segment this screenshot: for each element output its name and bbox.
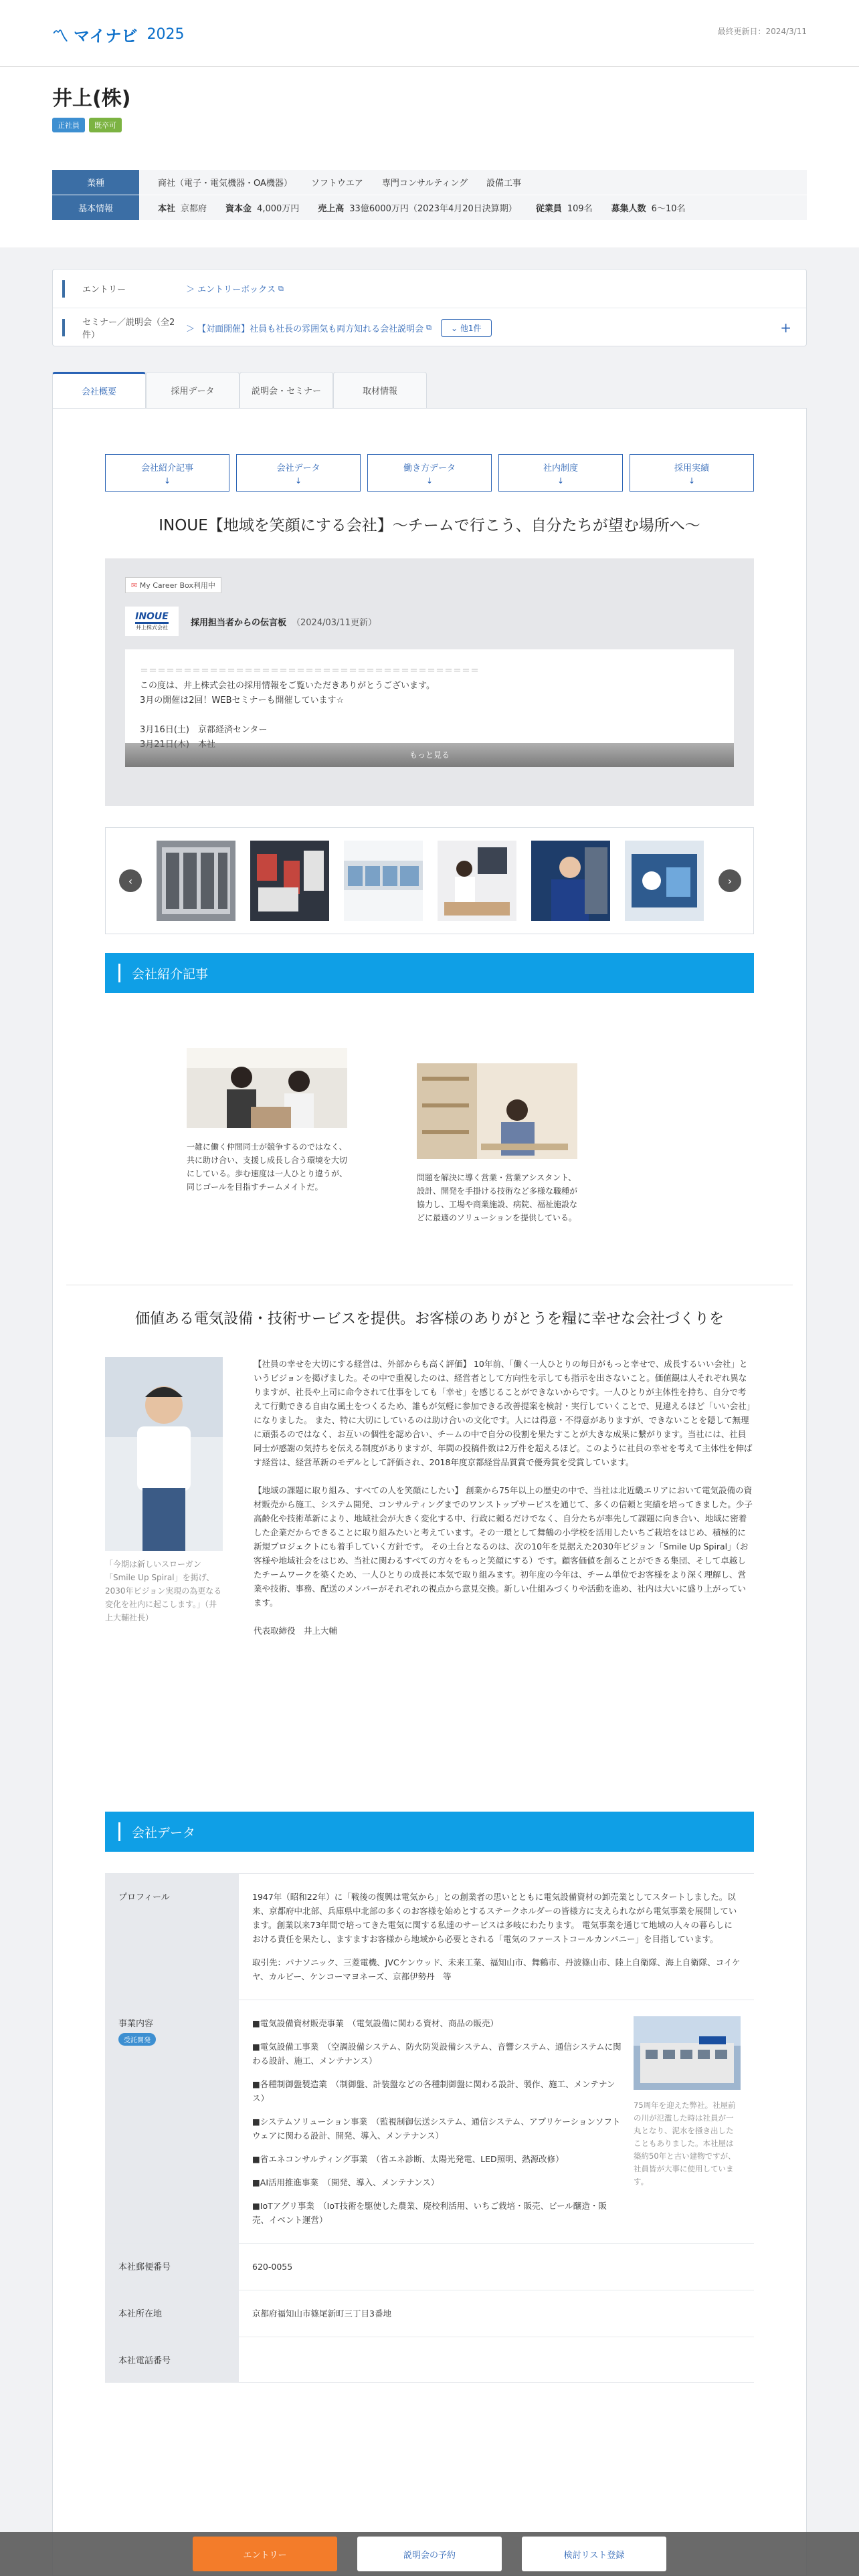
sticky-action-bar [0,2532,859,2576]
business-item: ■システムソリューション事業 （監視制御伝送システム、通信システム、アプリケーションソフトウェアに関わる設計、開発、導入、メンテナンス） [252,2117,621,2141]
article-text: 問題を解決に導く営業・営業アシスタント、設計、開発を手掛ける技術など多様な職種が協力し、工場や商業施設、病院、福祉施設などに最適のソリューションを提供している。 [417,1173,578,1222]
table-row [105,2244,754,2290]
message-board-title: 採用担当者からの伝言板 （2024/03/11更新） [191,617,377,628]
arrow-down-icon: ↓ [294,475,302,486]
basic-hq: 本社 京都府 [158,204,207,214]
site-header [0,0,859,67]
badge-fulltime: 正社員 [52,118,85,132]
company-name: 井上(株) [52,87,131,110]
business-item: ■AI活用推進事業 （開発、導入、メンテナンス） [252,2177,440,2187]
nav-company-data-button[interactable]: 会社データ ↓ [236,454,361,492]
postal-value: 620-0055 [252,2262,293,2272]
expand-plus-icon[interactable]: + [780,320,791,336]
external-link-icon: ⧉ [278,284,284,293]
profile-label: プロフィール [105,1874,239,2000]
mycareerbox-tag: ✉ My Career Box利用中 [125,577,221,593]
company-data-table [105,1873,754,2383]
industry-item: ソフトウエア [310,179,363,189]
message-paragraph: 【社員の幸せを大切にする経営は、外部からも高く評価】 10年前、「働く一人ひとりの毎日がもっと幸せで、成長するいい会社」というビジョンを掲げました。その中で重視したのは、経営者として方向性を示しても指示を出さないこと。価値観は人それぞれ異なりますが、社長や上司に命令されて仕事をしても「幸せ」を感じることができないからです。一人ひとりが主体性を持ち、自分で考えて行動できる自由な風土をつくるため、誰もが気軽に参加できる改善提案を検討・実行していくことで、見違えるほど「いい会社」になりました。 また、特に大切にしているのは助け合いの文化です。人には得意・不得意がありますが、できないことを隠して無理に頑張るのではなく、お互いの個性を認め合い、チームの中で自分の役割を果たすことが大きな成果に繋がります。当社には、社員同士が感謝の気持ちを伝える制度がありますが、年間の投稿件数は2万件を超えるほど。このように社員の幸せを考えて主体性を伸ばす経営は、経営革新のモデルとして評価され、2018年度京都経営品質賞で優秀賞を受賞しています。 [254,1359,753,1467]
recruiter-message-board [105,558,754,806]
gallery-photo[interactable] [157,841,235,921]
photo-gallery [105,827,754,934]
phone-value [239,2337,754,2382]
president-message-body [254,1357,754,1652]
industry-values [139,176,521,189]
entry-panel [52,269,807,346]
chevron-down-icon: ⌄ [451,323,460,333]
arrow-down-icon: ↓ [557,475,565,486]
last-updated: 最終更新日：2024/3/11 [717,27,807,36]
industry-item: 設備工事 [486,179,521,189]
president-photo [105,1357,223,1551]
business-item: ■各種制御盤製造業 （制御盤、計装盤などの各種制御盤に関わる設計、製作、施工、メンテナンス） [252,2079,615,2103]
president-message-heading: 価値ある電気設備・技術サービスを提供。お客様のありがとうを糧に幸せな会社づくりを [134,1311,724,1327]
tab-seminar[interactable]: 説明会・セミナー [240,372,333,408]
article-card[interactable] [417,1048,577,1224]
article-text: 一雑に働く仲間同士が競争するのではなく、共に助け合い、支援し成長し合う環境を大切にしている。歩む速度は一人ひとり違うが、同じゴールを目指すチームメイトだ。 [187,1142,348,1192]
company-tagline: INOUE【地域を笑顔にする会社】～チームで行こう、自分たちが望む場所へ～ [159,517,700,534]
table-row [105,2290,754,2337]
postal-label: 本社郵便番号 [105,2244,239,2290]
business-item: ■省エネコンサルティング事業 （省エネ診断、太陽光発電、LED照明、熱源改修） [252,2154,564,2164]
profile-text: 1947年（昭和22年）に「戦後の復興は電気から」との創業者の思いとともに電気設備資材の卸売業としてスタートしました。以来、京都府中北部、兵庫県中北部の多くのお客様を始めとするステークホルダーの皆様方に支えられながら電気事業を展開しています。創業以来73年間で培ってきた電気に関する私達のサービスは多岐にわたります。 電気事業を通じて地域の人々の暮らしにおける責任を果たし、ますますお客様から地域から必要とされる「電気のファーストコールカンパニー」を目指しています。 [252,1892,737,1944]
address-value: 京都府福知山市篠尾新町三丁目3番地 [252,2309,391,2319]
articles-section-title: 会社紹介記事 [105,953,754,993]
content-tabs [52,372,427,408]
phone-label: 本社電話番号 [105,2337,239,2382]
message-line: 3月の開催は2回！WEBセミナーも開催しています☆ [140,695,345,706]
message-line: 3月16日(土) 京都経済センター [140,725,268,735]
arrow-down-icon: ↓ [163,475,171,486]
mail-icon: ✉ [131,581,140,590]
tab-interview[interactable]: 取材情報 [333,372,427,408]
logo-text: マイナビ [74,27,138,45]
article-card[interactable] [187,1048,347,1194]
mynavi-logo[interactable] [52,23,185,46]
industry-item: 専門コンサルティング [381,179,468,189]
nav-system-button[interactable]: 社内制度 ↓ [498,454,623,492]
basic-info-label: 基本情報 [52,195,139,220]
profile-clients: 取引先：パナソニック、三菱電機、JVCケンウッド、未来工業、福知山市、舞鶴市、丹波篠山市、陸上自衛隊、海上自衛隊、コイケヤ、カルビー、ケンコーマヨネーズ、京都伊勢丹 等 [252,1957,741,1981]
business-item: ■電気設備工事業 （空調設備システム、防火防災設備システム、音響システム、通信システムに関わる設計、施工、メンテナンス） [252,2042,622,2066]
more-seminars-button[interactable]: ⌄ 他1件 [441,319,492,337]
president-signature: 代表取締役 井上大輔 [254,1626,338,1636]
table-row [105,2337,754,2383]
gallery-photo[interactable] [250,841,329,921]
logo-year: 2025 [147,26,185,43]
article-photo [417,1048,577,1159]
gallery-photo[interactable] [531,841,610,921]
nav-results-button[interactable]: 採用実績 ↓ [630,454,754,492]
tab-overview[interactable]: 会社概要 [52,372,146,408]
nav-articles-button[interactable]: 会社紹介記事 ↓ [105,454,229,492]
message-body [125,649,734,767]
main-content [52,408,807,2576]
article-photo [187,1048,347,1128]
gallery-photo[interactable] [625,841,704,921]
headquarters-caption: 75周年を迎えた弊社。社屋前の川が氾濫した時は社員が一丸となり、泥水を掻き出したこともありました。本社屋は築約50年と古い建物ですが、社員皆が大事に使用しています。 [634,2101,736,2186]
message-line: この度は、井上株式会社の採用情報をご覧いただきありがとうございます。 [140,681,435,691]
basic-hiring: 募集人数 6～10名 [611,204,686,214]
add-to-list-button[interactable]: 検討リスト登録 [522,2537,666,2571]
basic-sales: 売上高 33億6000万円（2023年4月20日決算期） [318,204,517,214]
table-row [105,2000,754,2244]
message-line: ＝＝＝＝＝＝＝＝＝＝＝＝＝＝＝＝＝＝＝＝＝＝＝＝＝＝＝＝＝＝＝＝＝＝＝＝＝＝＝ [140,666,480,676]
entry-label: エントリー [62,280,186,298]
external-link-icon: ⧉ [426,323,432,332]
company-info-table [52,170,807,221]
company-header [0,67,859,247]
business-item: ■IoTアグリ事業 （IoT技術を駆使した農業、廃校利活用、いちご栽培・販売、ビール醸造・販売、イベント運営） [252,2201,607,2225]
company-data-section-title: 会社データ [105,1812,754,1852]
table-row [105,1874,754,2000]
gallery-next-button[interactable]: › [719,869,741,892]
tab-recruit-data[interactable]: 採用データ [146,372,240,408]
seminar-link[interactable]: ＞ 【対面開催】社員も社長の雰囲気も両方知れる会社説明会 [186,322,423,334]
nav-workstyle-button[interactable]: 働き方データ ↓ [367,454,492,492]
profile-value [239,1874,754,2000]
seminar-label: セミナー／説明会（全2件） [62,319,186,336]
gallery-prev-button[interactable]: ‹ [119,869,142,892]
message-paragraph: 【地域の課題に取り組み、すべての人を笑顔にしたい】 創業から75年以上の歴史の中で、当社は北近畿エリアにおいて電気設備の資材販売から施工、システム開発、コンサルティングまでのワンストップサービスを通じて、多くの信頼と実績を培ってきました。少子高齢化や技術革新により、地域社会が大きく変化する中、行政に頼るだけでなく、自分たちが率先して課題に向き合い、地域に密着した企業だからできることに取り組みたいと考えています。その一環として舞鶴の小学校を活用したいちご栽培をはじめ、積極的に新規プロジェクトにも着手していく方針です。 その土台となるのは、次の10年を見据えた2030年ビジョン「Smile Up Spiral」（お客様や地域社会をはじめ、当社に関わるすべての方々をもっと笑顔にする）です。顧客価値を創ることができる集団、そして卓越したチームワークを築くため、一人ひとりの成長に本気で取り組みます。初年度の今年は、チーム単位でお客様をより深く理解し、営業や技術、事務、配送のメンバーがそれぞれの視点から意見交換。新しい仕組みづくりや活動を進め、社内は大いに盛り上がっています。 [254,1485,753,1608]
badge-graduate: 既卒可 [89,118,122,132]
arrow-down-icon: ↓ [688,475,696,486]
business-badge: 受託開発 [118,2033,156,2046]
logo-mark-icon: 〽 [52,27,68,45]
business-label: 事業内容 受託開発 [105,2000,239,2243]
gallery-photo[interactable] [438,841,516,921]
headquarters-photo [634,2016,741,2090]
industry-label: 業種 [52,170,139,195]
basic-employees: 従業員 109名 [535,204,593,214]
business-value [239,2000,754,2243]
arrow-down-icon: ↓ [425,475,434,486]
seminar-reserve-button[interactable]: 説明会の予約 [357,2537,502,2571]
entry-box-link[interactable]: ＞ エントリーボックス [186,282,276,295]
section-nav [105,454,754,492]
read-more-button[interactable]: もっと見る [125,743,734,767]
entry-button[interactable]: エントリー [193,2537,337,2571]
address-label: 本社所在地 [105,2290,239,2337]
gallery-photo[interactable] [344,841,423,921]
president-photo-caption: 「今期は新しいスローガン「Smile Up Spiral」を掲げ、2030年ビジョン実現の為更なる変化を社内に起こします。」（井上大輔社長） [105,1560,222,1622]
business-item: ■電気設備資材販売事業 （電気設備に関わる資材、商品の販売） [252,2018,499,2028]
company-mini-logo: INOUE 井上株式会社 [125,607,179,636]
industry-item: 商社（電子・電気機器・OA機器） [158,179,292,189]
basic-info-values [139,201,686,214]
basic-capital: 資本金 4,000万円 [225,204,300,214]
